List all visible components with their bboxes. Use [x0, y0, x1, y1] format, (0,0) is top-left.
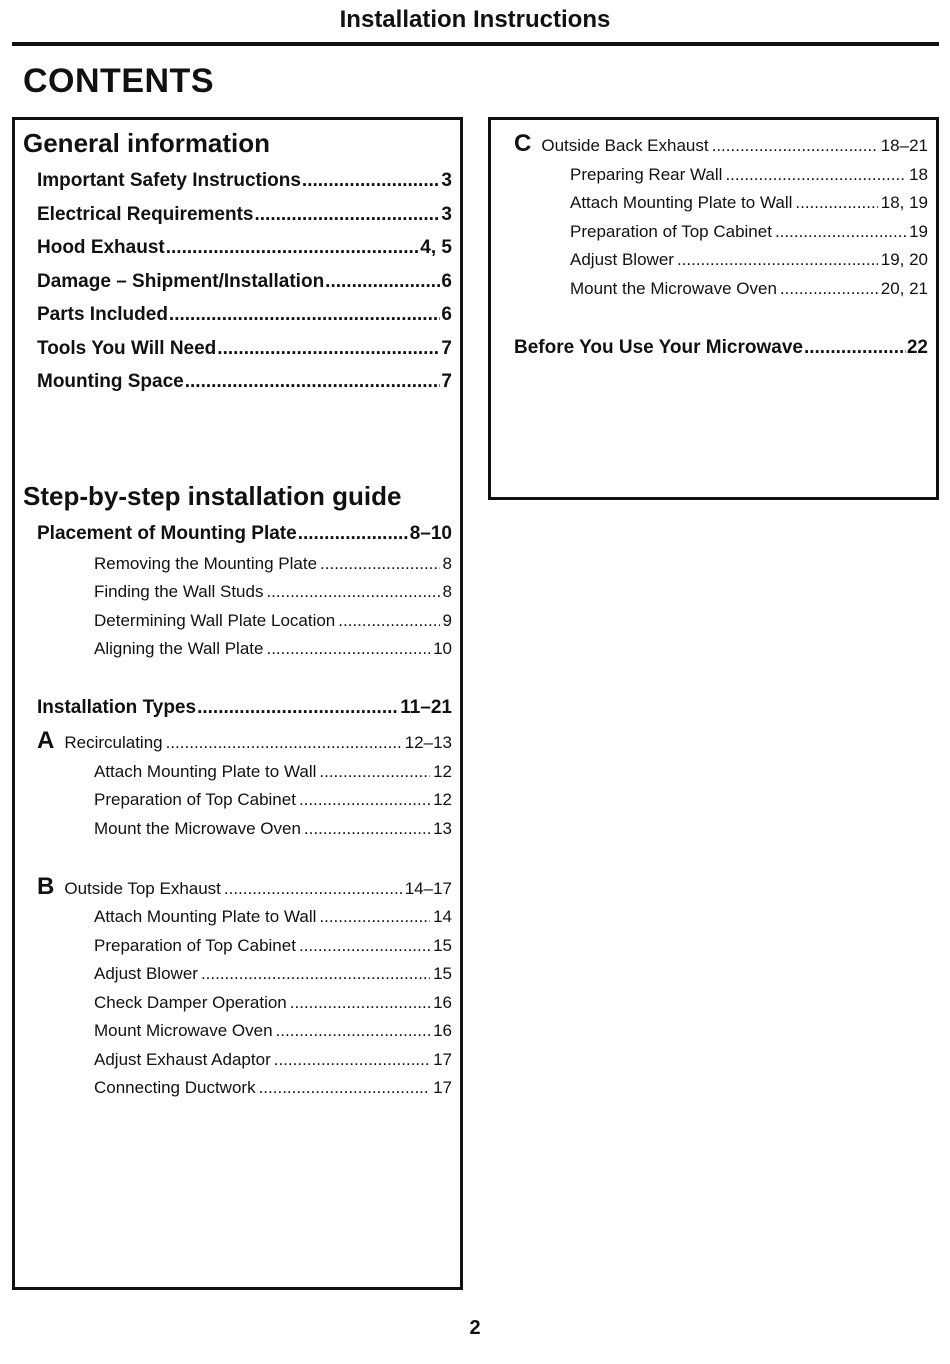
leader-dots [197, 697, 399, 719]
leader-dots [325, 271, 440, 293]
toc-subentry[interactable] [94, 1021, 452, 1041]
toc-subentry[interactable] [570, 193, 928, 213]
toc-entry-label: Electrical Requirements [37, 204, 254, 225]
leader-dots [290, 993, 430, 1013]
toc-entry[interactable] [37, 338, 452, 360]
toc-entry-label: Tools You Will Need [37, 338, 217, 359]
toc-entry[interactable] [514, 337, 928, 359]
toc-subentry[interactable] [570, 165, 928, 185]
toc-subentry-page: 16 [433, 1021, 452, 1040]
toc-type-page: 12–13 [404, 733, 452, 752]
toc-subentry-label: Finding the Wall Studs [94, 582, 264, 601]
toc-entry-label: Damage – Shipment/Installation [37, 271, 325, 292]
leader-dots [266, 582, 439, 602]
type-letter: A [37, 727, 55, 754]
toc-entry-page: 6 [441, 271, 452, 292]
toc-subentry[interactable] [94, 582, 452, 602]
leader-dots [276, 1021, 431, 1041]
toc-subentry[interactable] [94, 790, 452, 810]
leader-dots [780, 279, 878, 299]
leader-dots [304, 819, 430, 839]
toc-entry-label: Important Safety Instructions [37, 170, 301, 191]
toc-subentry-page: 12 [433, 790, 452, 809]
leader-dots [319, 762, 430, 782]
toc-subentry[interactable] [94, 936, 452, 956]
toc-entry-label: Mounting Space [37, 371, 184, 392]
toc-subentry-label: Adjust Blower [570, 250, 674, 269]
toc-subentry[interactable] [94, 993, 452, 1013]
toc-entry[interactable] [37, 523, 452, 545]
toc-entry[interactable] [37, 170, 452, 192]
leader-dots [259, 1078, 431, 1098]
toc-subentry-label: Preparing Rear Wall [570, 165, 723, 184]
toc-subentry-label: Adjust Blower [94, 964, 198, 983]
toc-subentry-page: 10 [433, 639, 452, 658]
toc-subentry[interactable] [94, 964, 452, 984]
toc-subentry-label: Attach Mounting Plate to Wall [570, 193, 793, 212]
toc-subentry-label: Attach Mounting Plate to Wall [94, 907, 317, 926]
leader-dots [166, 733, 402, 753]
leader-dots [804, 337, 906, 359]
toc-subentry[interactable] [94, 611, 452, 631]
leader-dots [166, 237, 420, 259]
leader-dots [185, 371, 441, 393]
toc-entry-label: Installation Types [37, 697, 197, 718]
toc-entry[interactable] [37, 237, 452, 259]
step-guide-heading: Step-by-step installation guide [23, 481, 402, 511]
toc-entry-page: 6 [441, 304, 452, 325]
toc-subentry[interactable] [570, 279, 928, 299]
toc-entry[interactable] [37, 271, 452, 293]
leader-dots [224, 879, 402, 899]
toc-subentry[interactable] [570, 250, 928, 270]
leader-dots [274, 1050, 430, 1070]
toc-subentry-page: 15 [433, 936, 452, 955]
toc-entry-page: 7 [441, 371, 452, 392]
toc-entry-page: 8–10 [409, 523, 452, 544]
page-header-title: Installation Instructions [339, 6, 611, 33]
toc-type-label: Recirculating [64, 733, 163, 752]
toc-subentry-page: 18 [909, 165, 928, 184]
leader-dots [712, 136, 878, 156]
toc-subentry-page: 20, 21 [880, 279, 928, 298]
toc-entry-page: 4, 5 [420, 237, 452, 258]
leader-dots [725, 165, 906, 185]
toc-subentry[interactable] [94, 907, 452, 927]
toc-subentry-label: Mount the Microwave Oven [94, 819, 301, 838]
toc-subentry-label: Determining Wall Plate Location [94, 611, 336, 630]
general-info-heading: General information [23, 128, 271, 158]
leader-dots [217, 338, 440, 360]
leader-dots [266, 639, 430, 659]
toc-subentry-page: 8 [442, 582, 452, 601]
toc-entry-page: 11–21 [400, 697, 452, 718]
toc-subentry-page: 9 [442, 611, 452, 630]
toc-type-label: Outside Top Exhaust [64, 879, 221, 898]
leader-dots [320, 554, 440, 574]
toc-entry-label: Parts Included [37, 304, 168, 325]
leader-dots [677, 250, 878, 270]
toc-entry-label: Before You Use Your Microwave [514, 337, 803, 358]
toc-subentry[interactable] [94, 639, 452, 659]
toc-subentry-page: 15 [433, 964, 452, 983]
toc-subentry[interactable] [94, 819, 452, 839]
leader-dots [299, 790, 430, 810]
toc-subentry-label: Connecting Ductwork [94, 1078, 256, 1097]
toc-subentry-label: Preparation of Top Cabinet [94, 936, 296, 955]
toc-type-entry[interactable] [37, 873, 452, 901]
toc-subentry-page: 14 [433, 907, 452, 926]
toc-entry-page: 7 [441, 338, 452, 359]
leader-dots [795, 193, 877, 213]
toc-entry[interactable] [37, 371, 452, 393]
header-rule [12, 42, 939, 46]
page-number: 2 [469, 1317, 481, 1339]
toc-entry-label: Placement of Mounting Plate [37, 523, 297, 544]
toc-subentry-page: 16 [433, 993, 452, 1012]
toc-type-entry[interactable] [514, 130, 928, 158]
toc-subentry-label: Preparation of Top Cabinet [94, 790, 296, 809]
toc-entry[interactable] [37, 304, 452, 326]
leader-dots [302, 170, 441, 192]
toc-entry[interactable] [37, 697, 452, 719]
toc-subentry[interactable] [94, 762, 452, 782]
toc-subentry-label: Adjust Exhaust Adaptor [94, 1050, 271, 1069]
toc-subentry-page: 13 [433, 819, 452, 838]
toc-subentry-label: Mount Microwave Oven [94, 1021, 273, 1040]
leader-dots [338, 611, 439, 631]
toc-subentry-label: Removing the Mounting Plate [94, 554, 318, 573]
toc-subentry-label: Check Damper Operation [94, 993, 287, 1012]
toc-subentry-page: 17 [433, 1078, 452, 1097]
toc-subentry-page: 19 [909, 222, 928, 241]
toc-entry-page: 3 [441, 204, 452, 225]
toc-subentry-label: Mount the Microwave Oven [570, 279, 777, 298]
toc-type-entry[interactable] [37, 727, 452, 755]
type-letter: C [514, 130, 532, 157]
leader-dots [298, 523, 409, 545]
toc-entry-label: Hood Exhaust [37, 237, 165, 258]
toc-entry[interactable] [37, 204, 452, 226]
leader-dots [201, 964, 430, 984]
toc-subentry-page: 18, 19 [880, 193, 928, 212]
leader-dots [319, 907, 430, 927]
leader-dots [254, 204, 440, 226]
toc-entry-page: 3 [441, 170, 452, 191]
toc-subentry[interactable] [94, 1050, 452, 1070]
toc-subentry[interactable] [570, 222, 928, 242]
toc-subentry-label: Attach Mounting Plate to Wall [94, 762, 317, 781]
leader-dots [775, 222, 906, 242]
toc-subentry-label: Aligning the Wall Plate [94, 639, 264, 658]
toc-subentry-page: 8 [442, 554, 452, 573]
leader-dots [299, 936, 430, 956]
toc-type-page: 14–17 [404, 879, 452, 898]
toc-subentry[interactable] [94, 1078, 452, 1098]
toc-subentry-page: 17 [433, 1050, 452, 1069]
toc-subentry[interactable] [94, 554, 452, 574]
type-letter: B [37, 873, 55, 900]
contents-title: CONTENTS [23, 62, 214, 100]
toc-subentry-label: Preparation of Top Cabinet [570, 222, 772, 241]
toc-type-label: Outside Back Exhaust [541, 136, 709, 155]
toc-type-page: 18–21 [880, 136, 928, 155]
toc-subentry-page: 19, 20 [880, 250, 928, 269]
toc-subentry-page: 12 [433, 762, 452, 781]
toc-entry-page: 22 [906, 337, 928, 358]
leader-dots [169, 304, 441, 326]
